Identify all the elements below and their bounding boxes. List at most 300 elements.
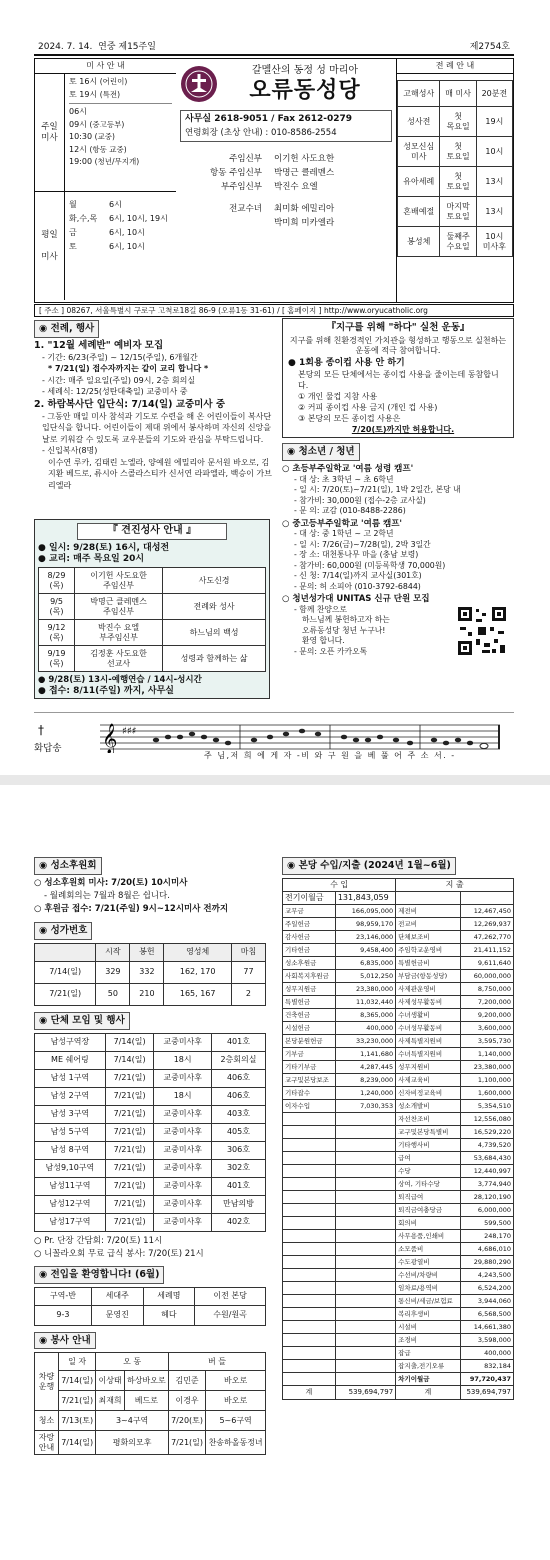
finance-item: [283, 1268, 336, 1281]
altar-servers-desc: - 그동안 매일 미사 참석과 기도로 수련을 해 온 어린이들이 복사단 입단식을 합니다. 어린이들이 제대 위에서 봉사하며 자신의 신앙을 날로 키워갈 수 있도록 교우분들의 기도와 관심을 부탁드립니다.: [42, 411, 272, 444]
cell: 405호: [211, 1123, 265, 1141]
item-baptism: 1. "12월 세례반" 예비자 모집: [34, 339, 164, 351]
weekday-times: 6시, 10시, 19시: [109, 214, 168, 223]
cell: 7/21(일): [105, 1177, 154, 1195]
finance-item: 수녀특별지원비: [396, 1047, 460, 1060]
finance-row: [283, 1307, 514, 1320]
cell: 남성 8구역: [35, 1141, 106, 1159]
confirmation-date: ● 일시: 9/28(토) 16시, 대성전: [38, 542, 170, 553]
detail-line: - 신 청: 7/14(일)까지 교사실(301호): [294, 571, 422, 581]
welcome-title: 전입을 환영합니다! (6월): [50, 1268, 160, 1280]
cell: 7/21(일): [35, 983, 96, 1005]
finance-item: 퇴직금여충당금: [396, 1203, 460, 1216]
finance-amount: [335, 1281, 395, 1294]
finance-item: [283, 1281, 336, 1294]
finance-row: [283, 1177, 514, 1190]
detail-line: 하느님께 봉헌하고자 하는: [302, 615, 390, 625]
col-head: 영성체: [164, 943, 232, 961]
ritual-schedule: [396, 58, 514, 303]
finance-amount: [335, 1346, 395, 1359]
top-bar: [34, 40, 514, 56]
cell: 남성 3구역: [35, 1105, 106, 1123]
responsorial-psalm: [34, 712, 514, 762]
finance-amount: 60,000,000: [460, 969, 514, 982]
finance-item: 잡지출,전기오류: [396, 1359, 460, 1372]
ritual-when: 둘째주 수요일: [440, 227, 476, 257]
detail-line: - 문의: 오픈 카카오톡: [294, 646, 368, 656]
class-topic: 전례와 성사: [163, 594, 266, 620]
income-head: 수 입: [283, 878, 396, 891]
cell: 7/21(일): [105, 1123, 154, 1141]
ritual-name: 성사전: [398, 107, 440, 137]
cell: 2층회의실: [211, 1051, 265, 1069]
finance-item: [283, 1294, 336, 1307]
cell: 교중미사후: [154, 1069, 211, 1087]
cell: 18시: [154, 1087, 211, 1105]
finance-total-row: [283, 1385, 514, 1399]
col-head: 마침: [231, 943, 265, 961]
finance-amount: 3,600,000: [460, 1021, 514, 1034]
finance-item: 사무용품,인쇄비: [396, 1229, 460, 1242]
cell: 청소: [35, 1411, 59, 1431]
finance-amount: 12,440,997: [460, 1164, 514, 1177]
ritual-name: 성모신심 미사: [398, 137, 440, 167]
finance-row: [283, 904, 514, 917]
cell: 교중미사후: [154, 1033, 211, 1051]
sat-mass-1: 토 16시: [69, 77, 98, 86]
sat-mass-1-note: (어린이): [99, 77, 128, 86]
col-head: 이전 본당: [195, 1287, 266, 1305]
finance-item: 사회복지후원금: [283, 969, 336, 982]
clergy-name: 최미화 에밀리아: [274, 204, 335, 215]
ritual-when: 첫 목요일: [440, 107, 476, 137]
ritual-time: 10시 미사후: [476, 227, 512, 257]
finance-item: 건축헌금: [283, 1008, 336, 1021]
clergy-name: 이기헌 사도요한: [274, 154, 335, 165]
finance-item: [283, 1164, 336, 1177]
liturgical-week: 연중 제15주일: [98, 41, 156, 52]
finance-amount: 5,012,250: [335, 969, 395, 982]
sun-mass-time: 10:30: [69, 132, 93, 141]
class-topic: 사도신경: [163, 568, 266, 594]
col-head: 세례명: [143, 1287, 195, 1305]
finance-amount: 400,000: [460, 1346, 514, 1359]
finance-amount: [335, 1190, 395, 1203]
detail-line: - 일 시: 7/20(토)~7/21(일), 1박 2일간, 본당 내: [294, 485, 461, 494]
finance-amount: 97,720,437: [460, 1372, 514, 1385]
cell: 329: [96, 961, 130, 983]
finance-amount: [335, 1294, 395, 1307]
cell: 7/20(토): [168, 1411, 205, 1431]
finance-item: 급여: [396, 1151, 460, 1164]
weekday-times: 6시: [109, 200, 122, 209]
welcome-heading: ◉ 전입을 환영합니다! (6월): [34, 1266, 164, 1284]
class-date: 9/5 (목): [39, 594, 75, 620]
finance-amount: 7,030,353: [335, 1099, 395, 1112]
cell: 77: [231, 961, 265, 983]
finance-item: 조경비: [396, 1333, 460, 1346]
finance-amount: 9,458,400: [335, 943, 395, 956]
finance-row: [283, 1320, 514, 1333]
weekday-mass-label: 평일 미사: [35, 192, 65, 300]
cell: 하상바오로: [124, 1371, 168, 1391]
sun-mass-note: (중고등부): [89, 119, 125, 129]
cell: 최재희: [96, 1391, 124, 1411]
finance-item: 시설헌금: [283, 1021, 336, 1034]
finance-item: 기타헌금: [283, 943, 336, 956]
ritual-name: 혼배예절: [398, 197, 440, 227]
bulletin-page-1: [0, 0, 550, 775]
service-heading: ◉ 봉사 안내: [34, 1332, 96, 1350]
clergy-role: 항동 주임신부: [210, 168, 262, 179]
service-table: [34, 1352, 266, 1455]
cell: 306호: [211, 1141, 265, 1159]
detail-line: - 대 상: 중 1학년 ~ 고 2학년: [294, 529, 394, 539]
finance-amount: 8,750,000: [460, 982, 514, 995]
ritual-time: 10시: [476, 137, 512, 167]
finance-total: 539,694,797: [335, 1385, 395, 1399]
finance-amount: 11,032,440: [335, 995, 395, 1008]
finance-row: [283, 1346, 514, 1359]
class-date: 9/12 (목): [39, 620, 75, 646]
altar-servers-count: - 신입복사(8명): [42, 446, 98, 456]
finance-amount: 28,120,190: [460, 1190, 514, 1203]
class-date: 8/29 (목): [39, 568, 75, 594]
finance-amount: 33,230,000: [335, 1034, 395, 1047]
finance-row: [283, 1073, 514, 1086]
finance-item: 자선찬조비: [396, 1112, 460, 1125]
finance-item: 수도광열비: [396, 1255, 460, 1268]
finance-item: 차기이월금: [396, 1372, 460, 1385]
cell: 162, 170: [164, 961, 232, 983]
finance-amount: 23,146,000: [335, 930, 395, 943]
issue-date: 2024. 7. 14.: [38, 41, 93, 52]
finance-amount: 832,184: [460, 1359, 514, 1372]
detail-line: - 대 상: 초 3학년 ~ 초 6학년: [294, 474, 394, 484]
psalm-label: 화답송: [34, 743, 62, 754]
finance-row: [283, 1216, 514, 1229]
weekday-mass-list: [65, 192, 176, 300]
finance-amount: 6,568,500: [460, 1307, 514, 1320]
welcome-table: [34, 1287, 266, 1326]
finance-item: 수녀성무활동비: [396, 1021, 460, 1034]
finance-amount: 21,411,152: [460, 943, 514, 956]
finance-amount: 248,170: [460, 1229, 514, 1242]
cell: 교중미사후: [154, 1105, 211, 1123]
detail-line: - 참가비: 60,000원 (미등록학생 70,000원): [294, 560, 446, 570]
masthead: [176, 58, 396, 303]
cell: 302호: [211, 1159, 265, 1177]
cell: 7/21(일): [105, 1195, 154, 1213]
expense-head: 지 출: [396, 878, 514, 891]
col-head: 구역-반: [35, 1287, 92, 1305]
cell: 수원/원곡: [195, 1305, 266, 1325]
cell: 교중미사후: [154, 1195, 211, 1213]
finance-item: 기타행사비: [396, 1138, 460, 1151]
cell: 자랑 안내: [35, 1431, 59, 1455]
clergy-role: 주임신부: [229, 154, 262, 165]
finance-row: [283, 1255, 514, 1268]
finance-row: [283, 1268, 514, 1281]
finance-item: 성소후원금: [283, 956, 336, 969]
cell: 남성17구역: [35, 1213, 106, 1231]
finance-amount: 3,774,940: [460, 1177, 514, 1190]
col-head: 버 들: [168, 1353, 265, 1371]
finance-amount: 3,598,000: [460, 1333, 514, 1346]
finance-total: 계: [283, 1385, 336, 1399]
weekday: 월: [69, 200, 77, 209]
finance-total: 계: [396, 1385, 460, 1399]
finance-item: 수녀생활비: [396, 1008, 460, 1021]
finance-row: [283, 995, 514, 1008]
finance-item: 성무지원금: [283, 982, 336, 995]
confirmation-table: [38, 567, 266, 672]
finance-amount: 4,243,500: [460, 1268, 514, 1281]
cell: 남성구역장: [35, 1033, 106, 1051]
finance-item: 회의비: [396, 1216, 460, 1229]
finance-amount: 599,500: [460, 1216, 514, 1229]
finance-row: [283, 1138, 514, 1151]
class-topic: 하느님의 백성: [163, 620, 266, 646]
cell: 베드로: [124, 1391, 168, 1411]
finance-row: [283, 1034, 514, 1047]
finance-item: 교구및본당보조: [283, 1073, 336, 1086]
clergy-name: 박진수 요엘: [274, 182, 318, 193]
finance-row: [283, 917, 514, 930]
youth-section: [282, 443, 514, 657]
detail-line: - 문의: 허 소피아 (010-3792-6844): [294, 581, 421, 591]
finance-item: 수당: [396, 1164, 460, 1177]
finance-row: [283, 1099, 514, 1112]
ritual-name: 봉성체: [398, 227, 440, 257]
youth-title: 청소년 / 청년: [298, 446, 355, 457]
cell: 교중미사후: [154, 1123, 211, 1141]
finance-item: [283, 1216, 336, 1229]
finance-item: [283, 1320, 336, 1333]
finance-item: 소모품비: [396, 1242, 460, 1255]
finance-amount: [335, 1372, 395, 1385]
finance-amount: 1,240,000: [335, 1086, 395, 1099]
finance-item: [283, 1151, 336, 1164]
cell: 401호: [211, 1033, 265, 1051]
svg-text:𝄞: 𝄞: [102, 724, 118, 753]
finance-amount: 98,959,170: [335, 917, 395, 930]
finance-amount: [335, 1125, 395, 1138]
cell: 7/21(일): [59, 1391, 96, 1411]
finance-row: [283, 1086, 514, 1099]
finance-amount: 4,686,010: [460, 1242, 514, 1255]
finance-item: 사제특별지원비: [396, 1034, 460, 1047]
free-meal-service: ○ 니꼴라오회 무료 급식 봉사: 7/20(토) 21시: [34, 1248, 204, 1259]
weekday: 금: [69, 228, 77, 237]
patrons-heading: ◉ 성소후원회: [34, 857, 102, 875]
finance-item: 주일헌금: [283, 917, 336, 930]
weekday: 토: [69, 242, 77, 251]
youth-heading: ◉ 청소년 / 청년: [282, 443, 360, 461]
finance-row: [283, 1359, 514, 1372]
finance-amount: 1,141,680: [335, 1047, 395, 1060]
funeral-contact: 연령회장 (초상 안내) : 010-8586-2554: [185, 127, 337, 138]
finance-item: 주임학교운영비: [396, 943, 460, 956]
cell: 50: [96, 983, 130, 1005]
ritual-time: 19시: [476, 107, 512, 137]
ritual-when: 첫 토요일: [440, 167, 476, 197]
ritual-name: 고해성사: [398, 81, 440, 107]
confirmation-class: ● 교리: 매주 목요일 20시: [38, 553, 145, 564]
liturgy-heading: ◉ 전례, 행사: [34, 320, 99, 338]
cell: 406호: [211, 1087, 265, 1105]
clergy-list: [176, 142, 396, 230]
groups-table: [34, 1033, 266, 1232]
finance-row: [283, 969, 514, 982]
patrons-meeting-note: - 월례회의는 7월과 8월은 쉽니다.: [44, 890, 170, 901]
parish-emblem-icon: [180, 65, 218, 103]
finance-amount: 166,095,000: [335, 904, 395, 917]
finance-amount: 16,529,220: [460, 1125, 514, 1138]
clergy-role: 부주임신부: [220, 182, 262, 193]
detail-line: - 참가비: 30,000원 (접수-2층 교사실): [294, 495, 426, 505]
liturgy-title: 전례, 행사: [50, 323, 95, 334]
finance-amount: 12,467,450: [460, 904, 514, 917]
middle-high-camp-details: [282, 529, 514, 592]
finance-amount: [335, 1359, 395, 1372]
finance-item: 특별헌금비: [396, 956, 460, 969]
hymns-title: 성가번호: [50, 924, 88, 936]
issue-number: 제2754호: [469, 41, 510, 52]
eco-intro: 지구를 위해 친환경적인 가치관을 형성하고 행동으로 실천하는 운동에 적극 참여합니다.: [289, 335, 507, 355]
cell: 2: [231, 983, 265, 1005]
finance-row: [283, 982, 514, 995]
middle-high-camp: ○ 중고등부주일학교 '여름 캠프': [282, 518, 403, 529]
patrons-title: 성소후원회: [50, 860, 97, 871]
qr-code-icon[interactable]: [456, 605, 508, 657]
choir-recruitment: ○ 청년성가대 UNITAS 신규 단원 모집: [282, 594, 430, 605]
finance-amount: 29,880,290: [460, 1255, 514, 1268]
finance-item: 부담금(항동성당): [396, 969, 460, 982]
weekday-times: 6시, 10시: [109, 228, 145, 237]
cell: 210: [130, 983, 164, 1005]
finance-item: 감사헌금: [283, 930, 336, 943]
weekday: 화,수,목: [69, 214, 98, 223]
finance-amount: 4,287,445: [335, 1060, 395, 1073]
cell: 교중미사후: [154, 1213, 211, 1231]
finance-item: 기타기부금: [283, 1060, 336, 1073]
finance-amount: [335, 1307, 395, 1320]
choir-recruitment-details: [282, 605, 456, 658]
detail-line: - 문 의: 교감 (010-8488-2286): [294, 506, 406, 515]
finance-item: [283, 1229, 336, 1242]
elementary-camp-details: [282, 475, 514, 517]
finance-item: 단체보조비: [396, 930, 460, 943]
church-name: 오류동성당: [249, 77, 361, 103]
finance-amount: 23,380,000: [460, 1060, 514, 1073]
cell: 남성 1구역: [35, 1069, 106, 1087]
finance-amount: 23,380,000: [335, 982, 395, 995]
finance-amount: 8,239,000: [335, 1073, 395, 1086]
cell: 7/21(일): [105, 1069, 154, 1087]
col-head: 오 동: [96, 1353, 169, 1371]
finance-row: [283, 956, 514, 969]
cell: 교중미사후: [154, 1177, 211, 1195]
baptism-time: - 시간: 매주 일요일(주일) 09시, 2층 회의실: [42, 375, 196, 385]
finance-amount: [335, 1216, 395, 1229]
finance-row: [283, 1164, 514, 1177]
class-teacher: 박진수 요엘 부주임신부: [75, 620, 163, 646]
finance-item: 사제관운영비: [396, 982, 460, 995]
sun-mass-list: [69, 106, 172, 169]
finance-amount: [335, 1268, 395, 1281]
cell: 5~6구역: [206, 1411, 266, 1431]
finance-title: 본당 수입/지출 (2024년 1월~6월): [298, 860, 451, 871]
finance-item: [283, 1255, 336, 1268]
groups-title: 단체 모임 및 행사: [50, 1014, 125, 1026]
cross-icon: †: [38, 723, 44, 737]
finance-amount: [335, 1164, 395, 1177]
cell: 7/13(토): [59, 1411, 96, 1431]
finance-item: 본당분원헌금: [283, 1034, 336, 1047]
finance-row: [283, 1203, 514, 1216]
finance-heading: ◉ 본당 수입/지출 (2024년 1월~6월): [282, 857, 456, 875]
sun-mass-note: (청년/무지개): [94, 157, 140, 166]
cell: 7/21(일): [168, 1431, 205, 1455]
baptism-note: * 7/21(일) 접수자까지는 같이 교리 합니다 *: [48, 364, 209, 374]
ritual-title: 전 례 안 내: [397, 59, 513, 74]
finance-table: [282, 878, 514, 1400]
finance-item: 상여, 기타수당: [396, 1177, 460, 1190]
bulletin-page-2: [0, 785, 550, 1560]
finance-amount: 9,200,000: [460, 1008, 514, 1021]
finance-item: 성소개발비: [396, 1099, 460, 1112]
music-staff-icon: [100, 719, 500, 753]
ritual-time: 13시: [476, 167, 512, 197]
cell: 남성 2구역: [35, 1087, 106, 1105]
cell: 차량 운행: [35, 1353, 59, 1411]
finance-item: [283, 1242, 336, 1255]
cell: 남성11구역: [35, 1177, 106, 1195]
cell: 김민준: [168, 1371, 205, 1391]
sun-mass-time: 09시: [69, 119, 87, 129]
finance-amount: 53,684,430: [460, 1151, 514, 1164]
finance-item: 이자수입: [283, 1099, 336, 1112]
baptism-period: - 기간: 6/23(주일) ~ 12/15(주일), 6개월간: [42, 352, 198, 362]
finance-amount: 3,595,730: [460, 1034, 514, 1047]
finance-item: 특별헌금: [283, 995, 336, 1008]
eco-heading: ● 1회용 종이컵 사용 안 하기: [288, 357, 405, 368]
detail-line: - 일 시: 7/26(금)~7/28(일), 2박 3일간: [294, 539, 431, 549]
finance-item: [283, 1203, 336, 1216]
clergy-name: 박미희 미카엘라: [274, 218, 335, 229]
finance-item: 기부금: [283, 1047, 336, 1060]
class-teacher: 박명근 클레멘스 주임신부: [75, 594, 163, 620]
clergy-name: 박명근 클레멘스: [274, 168, 335, 179]
cell: 165, 167: [164, 983, 232, 1005]
finance-item: 임차료/용역비: [396, 1281, 460, 1294]
ritual-when: 마지막 토요일: [440, 197, 476, 227]
sun-mass-time: 06시: [69, 107, 87, 116]
carry-in-label: 전기이월금: [283, 891, 336, 904]
weekday-times: 6시, 10시: [109, 242, 145, 251]
cell: ME 쉐어링: [35, 1051, 106, 1069]
sunday-mass-label: 주일 미사: [35, 74, 65, 191]
col-head: 시작: [96, 943, 130, 961]
confirmation-rehearsal: ● 9/28(토) 13시-예행연습 / 14시-성시간: [38, 675, 202, 685]
finance-section: [282, 857, 514, 1400]
cell: 401호: [211, 1177, 265, 1195]
finance-item: 성무지원비: [396, 1060, 460, 1073]
finance-item: 교무금: [283, 904, 336, 917]
finance-row: [283, 1281, 514, 1294]
ritual-time: 13시: [476, 197, 512, 227]
